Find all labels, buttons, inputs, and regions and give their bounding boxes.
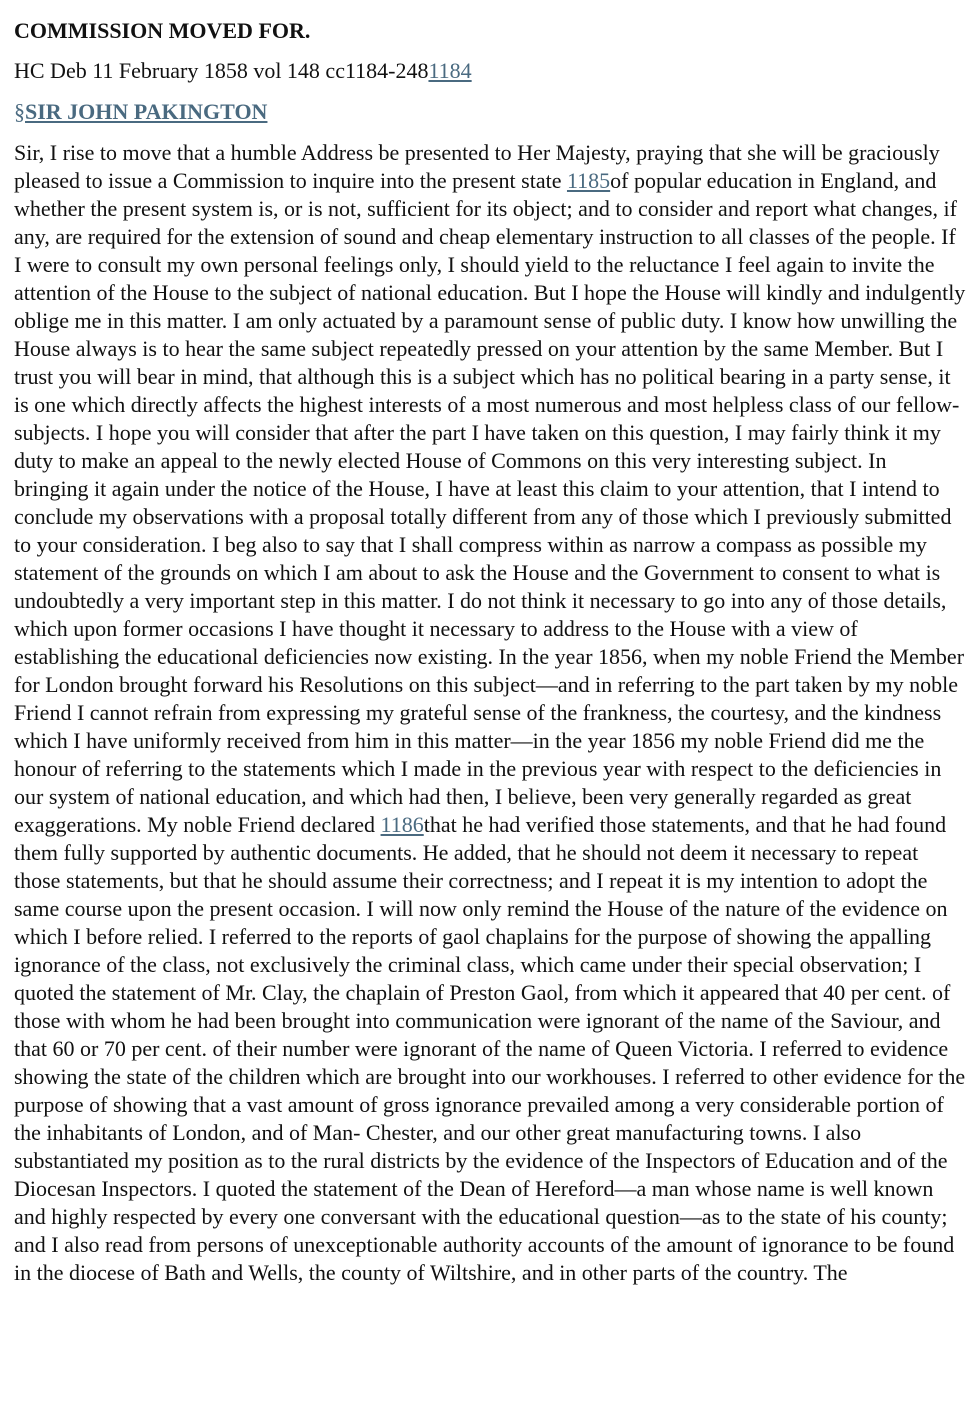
citation-text: HC Deb 11 February 1858 vol 148 cc1184-248 <box>14 58 429 84</box>
speaker-line <box>14 99 966 125</box>
speaker-name-link[interactable]: SIR JOHN PAKINGTON <box>25 98 268 124</box>
section-marker: § <box>14 98 25 124</box>
debate-citation <box>14 58 966 84</box>
speech-paragraph <box>14 139 966 1287</box>
speech-text-part-3: that he had verified those statements, and that he had found them fully supported by authentic documents. He added, that he should not deem it necessary to repeat those statements, but that he should assume their correctness; and I repeat it is my intention to adopt the same course upon the present occasion. I will now only remind the House of the nature of the evidence on which I before relied. I referred to the reports of gaol chaplains for the purpose of showing the appalling ignorance of the class, not exclusively the criminal class, which came under their special observation; I quoted the statement of Mr. Clay, the chaplain of Preston Gaol, from which it appeared that 40 per cent. of those with whom he had been brought into communication were ignorant of the name of the Saviour, and that 60 or 70 per cent. of their number were ignorant of the name of Queen Victoria. I referred to evidence showing the state of the children which are brought into our workhouses. I referred to other evidence for the purpose of showing that a vast amount of gross ignorance prevailed among a very considerable portion of the inhabitants of London, and of Man- Chester, and our other great manufacturing towns. I also substantiated my position as to the rural districts by the evidence of the Inspectors of Education and of the Diocesan Inspectors. I quoted the statement of the Dean of Hereford—a man whose name is well known and highly respected by every one conversant with the educational question—as to the state of his county; and I also read from persons of unexceptionable authority accounts of the amount of ignorance to be found in the diocese of Bath and Wells, the county of Wiltshire, and in other parts of the country. The <box>14 812 966 1286</box>
debate-title: COMMISSION MOVED FOR. <box>14 18 311 43</box>
column-link-1186[interactable]: 1186 <box>380 812 424 838</box>
speech-text-part-2: of popular education in England, and whether the present system is, or is not, sufficient for its object; and to consider and report what changes, if any, are required for the extension of sound and cheap elementary instruction to all classes of the people. If I were to consult my own personal feelings only, I should yield to the reluctance I feel again to invite the attention of the House to the subject of national education. But I hope the House will kindly and indulgently oblige me in this matter. I am only actuated by a paramount sense of public duty. I know how unwilling the House always is to hear the same subject repeatedly pressed on your attention by the same Member. But I trust you will bear in mind, that although this is a subject which has no political bearing in a party sense, it is one which directly affects the highest interests of a most numerous and most helpless class of our fellow-subjects. I hope you will consider that after the part I have taken on this question, I may fairly think it my duty to make an appeal to the newly elected House of Commons on this very interesting subject. In bringing it again under the notice of the House, I have at least this claim to your attention, that I intend to conclude my observations with a proposal totally different from any of those which I previously submitted to your consideration. I beg also to say that I shall compress within as narrow a compass as possible my statement of the grounds on which I am about to ask the House and the Government to consent to what is undoubtedly a very important step in this matter. I do not think it necessary to go into any of those details, which upon former occasions I have thought it necessary to address to the House with a view of establishing the educational deficiencies now existing. In the year 1856, when my noble Friend the Member for London brought forward his Resolutions on this subject—and in referring to the part taken by my noble Friend I cannot refrain from expressing my grateful sense of the frankness, the courtesy, and the kindness which I have uniformly received from him in this matter—in the year 1856 my noble Friend did me the honour of referring to the statements which I made in the previous year with respect to the deficiencies in our system of national education, and which had then, I believe, been very generally regarded as great exaggerations. My noble Friend declared <box>14 168 966 838</box>
column-link-1184[interactable]: 1184 <box>428 58 472 84</box>
column-link-1185[interactable]: 1185 <box>566 168 611 194</box>
speech-text-part-1: Sir, I rise to move that a humble Address be presented to Her Majesty, praying that she will be graciously pleased to issue a Commission to inquire into the present state <box>14 140 940 194</box>
